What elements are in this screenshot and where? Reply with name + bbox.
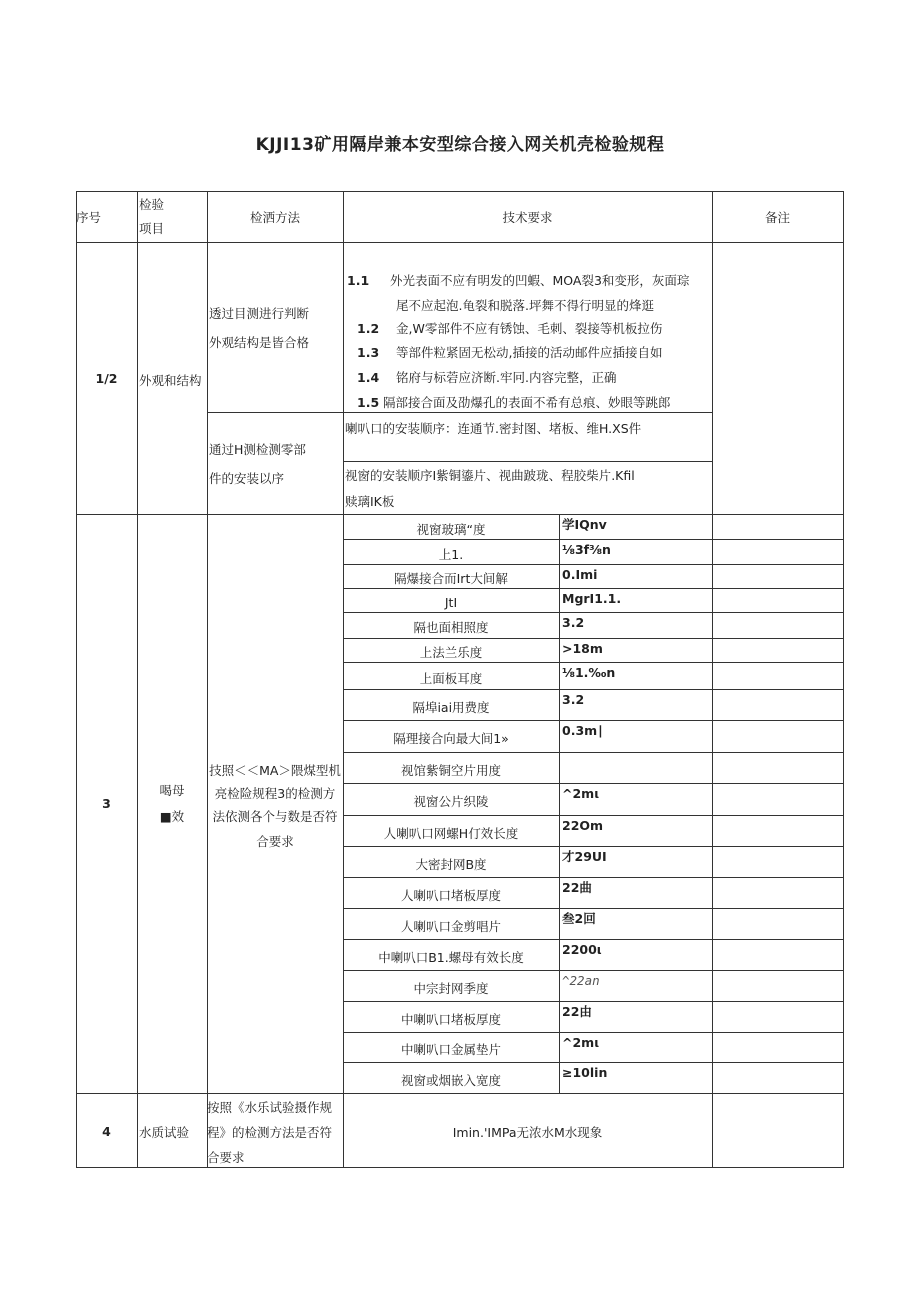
spec-value: ⅛1.‰n [562,665,616,680]
spec-value: 3.2 [562,615,585,630]
section3-method-line: 合要求 [256,834,294,849]
requirement-text: 铭府与标菪应济断.牢冋.内容完整，正确 [396,370,617,385]
spec-parameter: 隔埠iai用费度 [412,699,490,715]
header-remark: 备注 [764,210,790,225]
section1-method-b-line1: 通过H测检测零部 [209,442,306,457]
table-rule [343,564,844,565]
section4-seq: 4 [102,1124,111,1139]
requirement-text: 尾不应起泡.龟裂和脱落.坪舞不得行明显的烽逛 [396,298,654,313]
spec-value: ^22an [562,973,600,988]
spec-parameter: 人喇叭口堵板厚度 [400,887,501,903]
requirement-text: 金,W零部件不应有锈蚀、毛刺、裂接等机板拉伤 [396,321,663,336]
install-sequence-window-line2: 赎璃IK板 [345,494,395,509]
section4-method-line: 程》的检测方法是否符 [207,1125,333,1140]
spec-value: 才29UI [562,849,607,864]
spec-value: 3.2 [562,692,585,707]
spec-parameter: 视窗公片织陵 [413,794,489,809]
section3-seq: 3 [102,796,111,811]
spec-parameter: 视馆紫铜空片用度 [400,762,501,778]
section3-item-line1: 喝母 [159,783,185,798]
table-rule [343,846,844,847]
table-rule [343,752,844,753]
section3-method-line: 法依测各个与数是否符 [212,809,338,824]
section1-method-a-line2: 外观结构是皆合格 [209,335,310,350]
table-rule [343,939,844,940]
section3-method-line: 亮检险规程3的检测方 [214,786,336,801]
spec-value: ^2mι [562,786,600,801]
spec-parameter: 中喇叭口堵板厚度 [400,1011,501,1027]
header-method: 检洒方法 [249,210,300,225]
install-sequence-horn: 喇叭口的安装顺序：连通节.密封图、堵板、维H.XS件 [345,421,642,436]
table-rule [343,720,844,721]
requirement-text: 等部件粒紧固无松动,插接的活动邮件应插接自如 [396,345,663,360]
spec-parameter: 大密封网B度 [415,856,487,872]
table-rule [559,514,560,1094]
spec-value: ^2mι [562,1035,600,1050]
spec-value: ≥10lin [562,1065,608,1080]
header-item-line2: 项目 [139,221,165,236]
table-rule [137,191,138,1168]
section3-method-line: 技照＜＜MA＞隈煤型机 [209,763,341,778]
install-sequence-window-line1: 视窗的安装顺序I紫铜鎏片、视曲跛珑、程胶柴片.Kfil [345,468,635,483]
table-rule [76,191,844,192]
table-rule [343,877,844,878]
spec-parameter: 上1. [438,546,464,562]
table-rule [343,612,844,613]
table-rule [343,783,844,784]
requirement-text: 隔部接合面及劭爆孔的表面不希有总痕、妙眼等跳郎 [383,395,671,410]
table-rule [343,588,844,589]
table-rule [76,1093,844,1094]
requirement-number: 1.2 [357,321,380,336]
table-rule [343,461,713,462]
table-rule [207,412,713,413]
table-rule [343,662,844,663]
spec-value: 22Om [562,818,604,833]
table-rule [207,191,208,1168]
spec-parameter: 上面板耳度 [419,670,483,686]
spec-value: ⅛3f⅜n [562,542,611,557]
table-rule [343,689,844,690]
spec-parameter: 人喇叭口金剪唱片 [400,918,501,934]
requirement-text: 外光表面不应有明发的凹蝦、MOA裂3和变形，灰面琮 [390,273,690,288]
section3-item-line2: ■效 [159,809,185,824]
spec-parameter: 视窗或烟嵌入宽度 [400,1072,501,1088]
section4-requirement: Imin.'IMPa无浓水M水现象 [452,1125,603,1140]
table-rule [343,1001,844,1002]
spec-parameter: 隔也面相照度 [413,620,489,635]
spec-parameter: 上法兰乐度 [419,645,483,660]
requirement-number: 1.1 [347,273,370,288]
table-rule [343,970,844,971]
section4-method-line: 合要求 [207,1150,245,1165]
requirement-number: 1.3 [357,345,380,360]
requirement-number: 1.4 [357,370,380,385]
table-rule [76,242,844,243]
table-rule [343,908,844,909]
spec-parameter: 隔爆接合而Irt大间解 [394,571,508,586]
table-rule [343,815,844,816]
table-rule [76,191,77,1168]
spec-value: 22由 [562,1004,592,1019]
spec-value: 2200ι [562,942,602,957]
table-rule [343,638,844,639]
spec-parameter: 中喇叭口B1.螺母有效长度 [378,949,524,965]
section4-method-line: 按照《水乐试验摄作规 [207,1100,333,1115]
requirement-number: 1.5 [357,395,380,410]
table-rule [712,191,713,1168]
spec-value: 22曲 [562,880,592,895]
spec-parameter: JtI [444,595,458,610]
section1-method-a-line1: 透过目测进行判断 [209,306,310,321]
table-rule [343,539,844,540]
spec-parameter: 视窗玻璃“度 [416,521,486,537]
spec-value: 0.Imi [562,567,598,582]
header-requirement: 技术要求 [502,210,553,225]
spec-value: MgrI1.1. [562,591,622,606]
spec-value: 0.3m∣ [562,723,604,738]
table-rule [843,191,844,1168]
document-title: KJJI13矿用隔岸兼本安型综合接入网关机壳检验规程 [255,135,665,155]
spec-value: 叁2回 [562,911,596,926]
section1-item: 外观和结构 [139,373,202,388]
table-rule [343,1032,844,1033]
header-seq: 序号 [76,210,102,225]
section1-method-b-line2: 件的安装以序 [209,471,285,486]
section1-seq: 1/2 [95,371,118,386]
spec-value: >18m [562,641,603,656]
table-rule [76,1167,844,1168]
table-rule [76,514,844,515]
section4-item: 水质试验 [139,1125,190,1140]
spec-value: 学IQnv [562,517,607,532]
header-item-line1: 检验 [139,197,165,212]
spec-parameter: 人喇叭口网螺H仃效长度 [383,825,519,841]
table-rule [343,1062,844,1063]
spec-parameter: 中宗封网季度 [413,980,489,996]
spec-parameter: 隔理接合向最大间1» [393,731,509,746]
spec-parameter: 中喇叭口金属垫片 [400,1042,501,1057]
